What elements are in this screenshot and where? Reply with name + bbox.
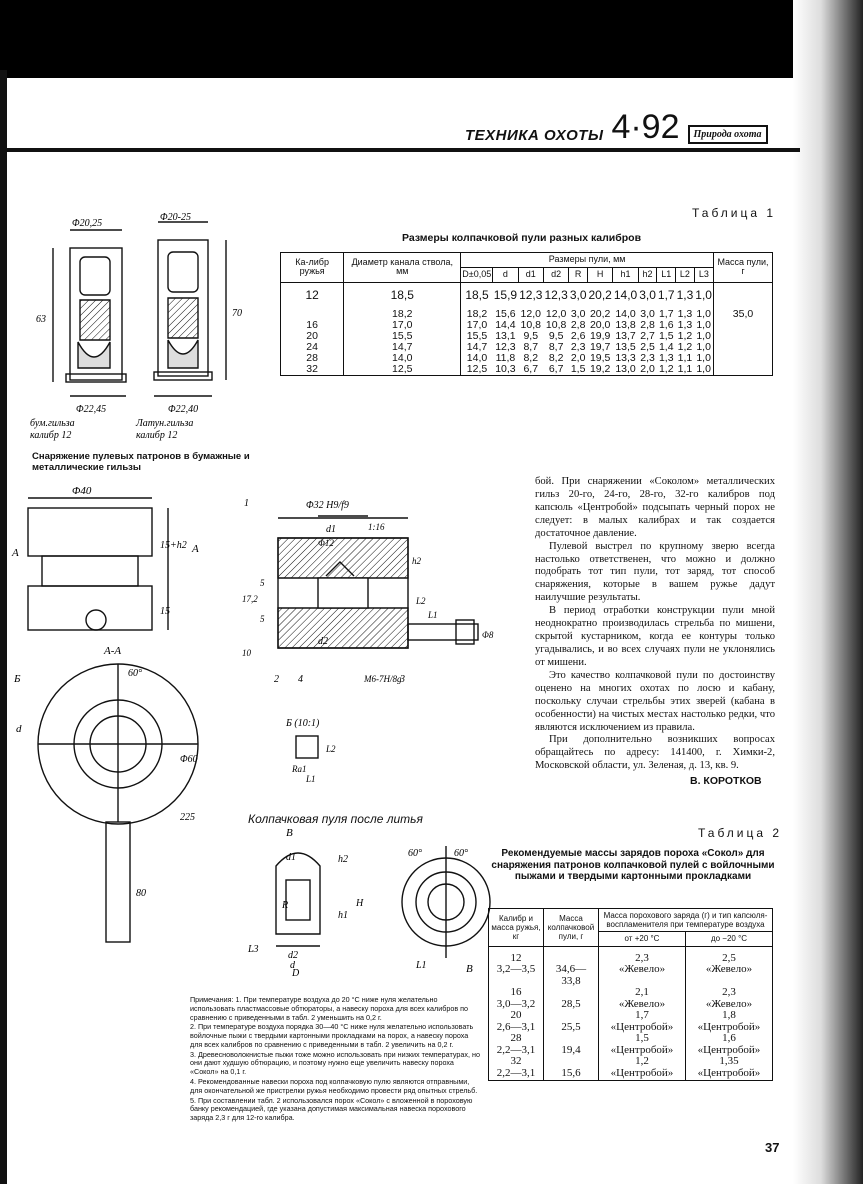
table-cell: 20 [306,330,318,343]
dim-h2-mold: h2 [412,556,421,566]
table-cell: 14,0 [461,353,493,364]
col-h1: h1 [613,267,638,282]
section-A-left: A [12,547,19,559]
table-cell: 6,7 [523,363,539,376]
table-row [489,1033,773,1056]
table-cell [713,331,772,342]
table-cell: 9,5 [523,330,539,343]
dim-15h2: 15+h2 [160,540,187,551]
table-cell: 1,0 [695,287,712,302]
table-cell: 1,5 «Центробой» [599,1033,686,1056]
table-cell: 13,3 [615,352,636,365]
article-author: В. КОРОТКОВ [690,775,762,787]
magazine-logo: Природа охота [688,125,768,144]
table-cell: 1,0 [696,308,711,321]
table-row [489,946,773,987]
col-bore: Диаметр канала ствола, мм [344,253,461,283]
table-row [489,1010,773,1033]
table-cell: 14,0 [344,353,461,364]
header-rule [0,148,800,152]
table-cell: 19,2 [589,363,611,376]
table-cell: 1,7 [657,287,675,302]
table-cell: 2,0 [640,363,655,376]
table-cell: 12,5 [344,364,461,376]
brass-top-dim: Φ20-25 [160,212,191,223]
table1-label: Таблица 1 [692,206,777,220]
table-cell: 1,2 «Центробой» [599,1056,686,1080]
table-cell: 1,0 [696,319,711,332]
label-B-bottom: В [466,963,473,975]
table-cell: 16 3,0—3,2 [496,986,536,1010]
table-cell: 2,5 [640,341,655,354]
dim-L1-mold: L1 [428,610,438,620]
angle-60a: 60° [408,848,422,859]
col-d2: d2 [543,267,568,282]
t2-col-caliber: Калибр и масса ружья, кг [489,909,544,947]
table-cell: 35,0 [713,309,772,320]
table-cell: 2,3 [640,352,655,365]
table-cell: 1,2 [658,363,674,376]
table-row [489,1056,773,1080]
note-item: 4. Рекомендованные навески пороха под колпачковую пулю являются отправными, для окончательной же пристрелки ружья необходимо провести ряд опытных стрельб. [190,1077,478,1095]
table-cell: 12,3 [519,287,543,302]
table-cell: 15,5 [344,331,461,342]
table-cell: 12 3,2—3,5 [496,951,536,976]
section-A-right: A [192,543,199,555]
col-caliber: Ка-либр ружья [281,253,344,283]
table-cell: 14,0 [615,308,636,321]
callout-1: 1 [244,498,249,509]
table-cell: 24 [306,341,318,354]
dim-d2-bullet: d2 [288,950,298,961]
table-cell: 14,7 [344,342,461,353]
paper-height-dim: 63 [36,314,46,325]
table-cell: 32 2,2—3,1 [496,1055,536,1080]
table-cell: 15,6 [544,1056,599,1080]
table-cell: 2,6 [570,330,586,343]
table-cell: 8,2 [548,352,564,365]
dim-d2-mold: d2 [318,636,328,647]
table-cell: 1,7 [658,308,674,321]
table-cell: 34,6— 33,8 [544,946,599,987]
dim-5b: 5 [260,614,265,624]
table-cell: 1,0 [696,330,711,343]
table2 [488,908,773,1081]
col-d1: d1 [518,267,543,282]
scan-top-border [0,0,863,78]
roughness-Ra: Ra1 [292,764,307,774]
table-cell: 1,6 «Центробой» [686,1033,773,1056]
table-cell: 14,4 [495,319,516,332]
table-cell [713,342,772,353]
dim-R-bullet: R [282,900,289,911]
figure1-caption: Снаряжение пулевых патронов в бумажные и металлические гильзы [32,451,250,473]
table-cell: 1,35 «Центробой» [686,1056,773,1080]
table1-body [281,282,773,376]
table-cell: 19,4 [544,1033,599,1056]
scan-right-border [793,0,863,1184]
table-cell [713,364,772,376]
brass-height-dim: 70 [232,308,242,319]
dim-d1-mold: d1 [326,524,336,535]
article-paragraph: При дополнительно возникших вопросах обращайтесь по адресу: 141400, г. Химки-2, Московской области, ул. Зеленая, д. 13, кв. 9. [535,734,775,772]
table-cell: 28,5 [544,987,599,1010]
note-item: 5. При составлении табл. 2 использовался порох «Сокол» с вложенной в пороховую банку рекомендацией, где указана допустимая максимальная навеска порохового заряда 2,3 г для 12-го калибра. [190,1095,473,1123]
table-cell: 3,0 [569,287,587,302]
table-cell: 11,8 [495,352,516,365]
notes [190,996,480,1124]
figure-bullet [246,826,486,979]
t2-col-plus20: от +20 °С [599,932,686,946]
table-cell: 20,2 [588,287,612,302]
t2-col-charge: Масса порохового заряда (г) и тип капсюля-воспламенителя при температуре воздуха [599,909,773,932]
col-L3: L3 [694,267,713,282]
dim-d: d [16,723,22,735]
dim-H-bullet: H [356,898,364,909]
table-cell [713,320,772,331]
col-D: D±0,05 [461,267,493,282]
table-cell: 19,5 [589,352,611,365]
table-cell: 8,2 [523,352,539,365]
dim-h1-bullet: h1 [338,910,348,921]
table-row [489,987,773,1010]
table-cell: 10,3 [495,363,516,376]
article-paragraph: бой. При снаряжении «Соколом» металлических гильз 20-го, 24-го, 28-го, 32-го калибров под капсюль «Центробой» подсыпать черный порох не следует: в малых калибрах и так создается достаточное давление. [535,476,775,539]
table-cell: 13,0 [615,363,636,376]
table-cell: 12 [305,287,319,302]
brass-label: Латун.гильза [136,418,194,429]
table-cell: 2,3 «Жевело» [599,946,686,987]
col-R: R [569,267,588,282]
figure-mold [8,485,528,899]
table2-title: Рекомендуемые массы зарядов пороха «Сокол» для снаряжения патронов колпачковой пулей с войлочными пыжами и твердыми картонными прокладками [491,848,775,882]
dim-L1-detail: L1 [306,774,316,784]
table-cell: 6,7 [548,363,564,376]
table-cell: 8,7 [548,341,564,354]
dim-17-2: 17,2 [242,594,258,604]
table-cell: 12,3 [495,341,516,354]
callout-3: 3 [400,674,405,685]
table-cell: 1,5 [658,330,674,343]
table-cell: 12,0 [545,308,567,321]
paper-caliber: калибр 12 [30,430,72,441]
table-cell: 17,0 [461,320,493,331]
dim-D-bullet: D [292,968,300,979]
col-L1: L1 [657,267,676,282]
table-cell: 1,0 [696,352,711,365]
note-item: 3. Древесноволокнистые пыжи тоже можно использовать при низких температурах, но они дают худшую обтюрацию, и поэтому нужно еще увеличить навеску пороха «Сокол» на 0,1 г. [190,1049,480,1077]
dim-L1-bullet: L1 [416,960,427,971]
issue-number: 4·92 [611,108,680,146]
detail-B: Б (10:1) [286,718,320,729]
table-cell: 9,5 [548,330,564,343]
table-cell: 1,2 [677,330,693,343]
col-dims: Размеры пули, мм [461,253,714,268]
page-header [465,110,768,144]
thread-M6: M6-7H/8g [364,674,402,684]
section-AA: A-A [104,645,122,657]
table-cell: 1,3 [677,308,693,321]
table-row [281,364,773,376]
note-item: 2. При температуре воздуха порядка 30—40 °С ниже нуля желательно использовать войлочные пыжи с твердыми картонными прокладками на порох, а навеску пороха для всех калибров по сравнению с приведенными в табл. 2 увеличить на 0,2 г. [190,1022,474,1049]
table-cell: 1,0 [696,363,711,376]
section-title: ТЕХНИКА ОХОТЫ [465,127,604,144]
col-mass: Масса пули, г [713,253,772,283]
dim-phi60: Φ60 [180,754,198,765]
table-cell: 1,0 [696,341,711,354]
col-d: d [493,267,518,282]
table-cell: 14,7 [461,342,493,353]
dim-5a: 5 [260,578,265,588]
figure3-caption: Колпачковая пуля после литья [248,812,423,826]
callout-4: 4 [298,674,303,685]
paper-top-dim: Φ20,25 [72,218,103,229]
table-cell: 20 2,6—3,1 [496,1009,536,1033]
paper-bottom-dim: Φ22,45 [76,404,107,415]
table-cell: 19,7 [589,341,611,354]
brass-caliber: калибр 12 [136,430,178,441]
table-cell: 1,5 [570,363,586,376]
dim-d-bullet: d [290,960,295,971]
table2-label: Таблица 2 [698,826,783,840]
dim-L2-mold: L2 [416,596,426,606]
table-cell: 12,5 [461,364,493,376]
table-cell: 14,0 [613,287,638,302]
label-B-top: В [286,827,293,839]
table-cell: 15,6 [495,308,516,321]
table-cell: 19,9 [589,330,611,343]
article-paragraph: Пулевой выстрел по крупному зверю всегда настолько ответственен, что можно и должно подобрать тот тип пули, тот заряд, тот способ снаряжения, которые в вашем ружье дадут наилучшие результаты. [535,540,775,604]
table-cell: 3,0 [639,287,656,302]
table-cell: 1,3 [677,319,693,332]
table-cell: 8,7 [523,341,539,354]
table-cell: 15,5 [461,331,493,342]
angle-60: 60° [128,668,142,679]
table-cell: 20,0 [589,319,611,332]
table-cell: 18,2 [344,309,461,320]
table-cell: 12,3 [544,287,568,302]
table-row [281,282,773,309]
table-cell: 32 [306,363,318,376]
table-cell: 1,2 [677,341,693,354]
page-number: 37 [765,1140,780,1155]
table-cell: 2,0 [570,352,586,365]
dim-phi8: Φ8 [482,630,494,640]
table-cell [713,353,772,364]
dim-d1-bullet: d1 [286,852,296,863]
dim-L2-detail: L2 [326,744,336,754]
table-cell: 28 2,2—3,1 [496,1032,536,1056]
table-cell: 3,0 [570,308,586,321]
t2-col-mass: Масса колпачковой пули, г [544,909,599,947]
article-paragraph: В период отработки конструкции пули мной неоднократно производилась стрельба по мишени, скрытой кустарником, когда ее контуры только угадывались, и во всех случаях пули не уклонялись от мишени. [535,605,775,668]
table-cell: 1,1 [677,363,693,376]
table-cell: 2,3 «Жевело» [686,987,773,1010]
table-cell: 1,1 [677,352,693,365]
article-body [535,476,775,773]
angle-60b: 60° [454,848,468,859]
table-cell: 18,5 [344,282,461,309]
col-h2: h2 [638,267,657,282]
table-cell: 13,1 [495,330,516,343]
dim-phi32: Φ32 H9/f9 [306,500,349,511]
table-cell: 10,8 [520,319,541,332]
article-paragraph: Это качество колпачковой пули по достоинству оценено на многих охотах по лосю и кабану, поскольку случаи стрельбы этих зверей (кабана в особенности) на чистых местах настолько редки, что являются исключением из правила. [535,669,775,733]
table-cell: 16 [306,319,318,332]
dim-phi12: Φ12 [318,538,334,548]
table-cell: 1,6 [658,319,674,332]
note-item: Примечания: 1. При температуре воздуха до 20 °С ниже нуля желательно использовать пластмассовые обтюраторы, а навеску пороха для всех калибров по сравнению с приведенными в табл. 2 уменьшить на 0,2 г. [190,995,469,1022]
table-cell: 17,0 [344,320,461,331]
table-cell: 20,2 [589,308,611,321]
table1 [280,252,773,376]
table-cell [713,282,772,309]
table-cell: 2,1 «Жевело» [599,987,686,1010]
table1-title: Размеры колпачковой пули разных калибров [402,232,642,244]
table-cell: 2,3 [570,341,586,354]
table-cell: 1,7 «Центробой» [599,1010,686,1033]
table-cell: 2,5 «Жевело» [686,946,773,987]
table-cell: 28 [306,352,318,365]
table-cell: 3,0 [640,308,655,321]
table2-body [489,946,773,1080]
figure-cartridges [28,212,268,447]
table-cell: 2,7 [640,330,655,343]
section-B: Б [14,673,21,685]
table-cell: 15,9 [493,287,518,302]
dim-h2-bullet: h2 [338,854,348,865]
table-cell: 1,3 [676,287,694,302]
table-cell: 2,8 [570,319,586,332]
dim-phi40: Φ40 [72,485,92,497]
t2-col-minus20: до −20 °С [686,932,773,946]
table-cell: 1,3 [658,352,674,365]
dim-225: 225 [180,812,195,823]
col-H: H [588,267,613,282]
table-cell: 2,8 [640,319,655,332]
taper-ratio: 1:16 [368,522,385,532]
col-L2: L2 [676,267,695,282]
table-cell: 18,5 [461,282,493,309]
table-cell: 13,7 [615,330,636,343]
callout-2: 2 [274,674,279,685]
table-cell: 1,8 «Центробой» [686,1010,773,1033]
dim-10: 10 [242,648,251,658]
table-cell: 12,0 [520,308,541,321]
table-cell: 1,4 [658,341,674,354]
scan-left-border [0,70,7,1184]
dim-15: 15 [160,606,170,617]
table-cell: 25,5 [544,1010,599,1033]
table-cell: 13,8 [615,319,636,332]
brass-bottom-dim: Φ22,40 [168,404,199,415]
table-cell: 10,8 [545,319,567,332]
table-cell: 18,2 [461,309,493,320]
table-cell: 13,5 [615,341,636,354]
paper-label: бум.гильза [30,418,75,429]
dim-L3-bullet: L3 [248,944,259,955]
dim-80: 80 [136,888,146,899]
